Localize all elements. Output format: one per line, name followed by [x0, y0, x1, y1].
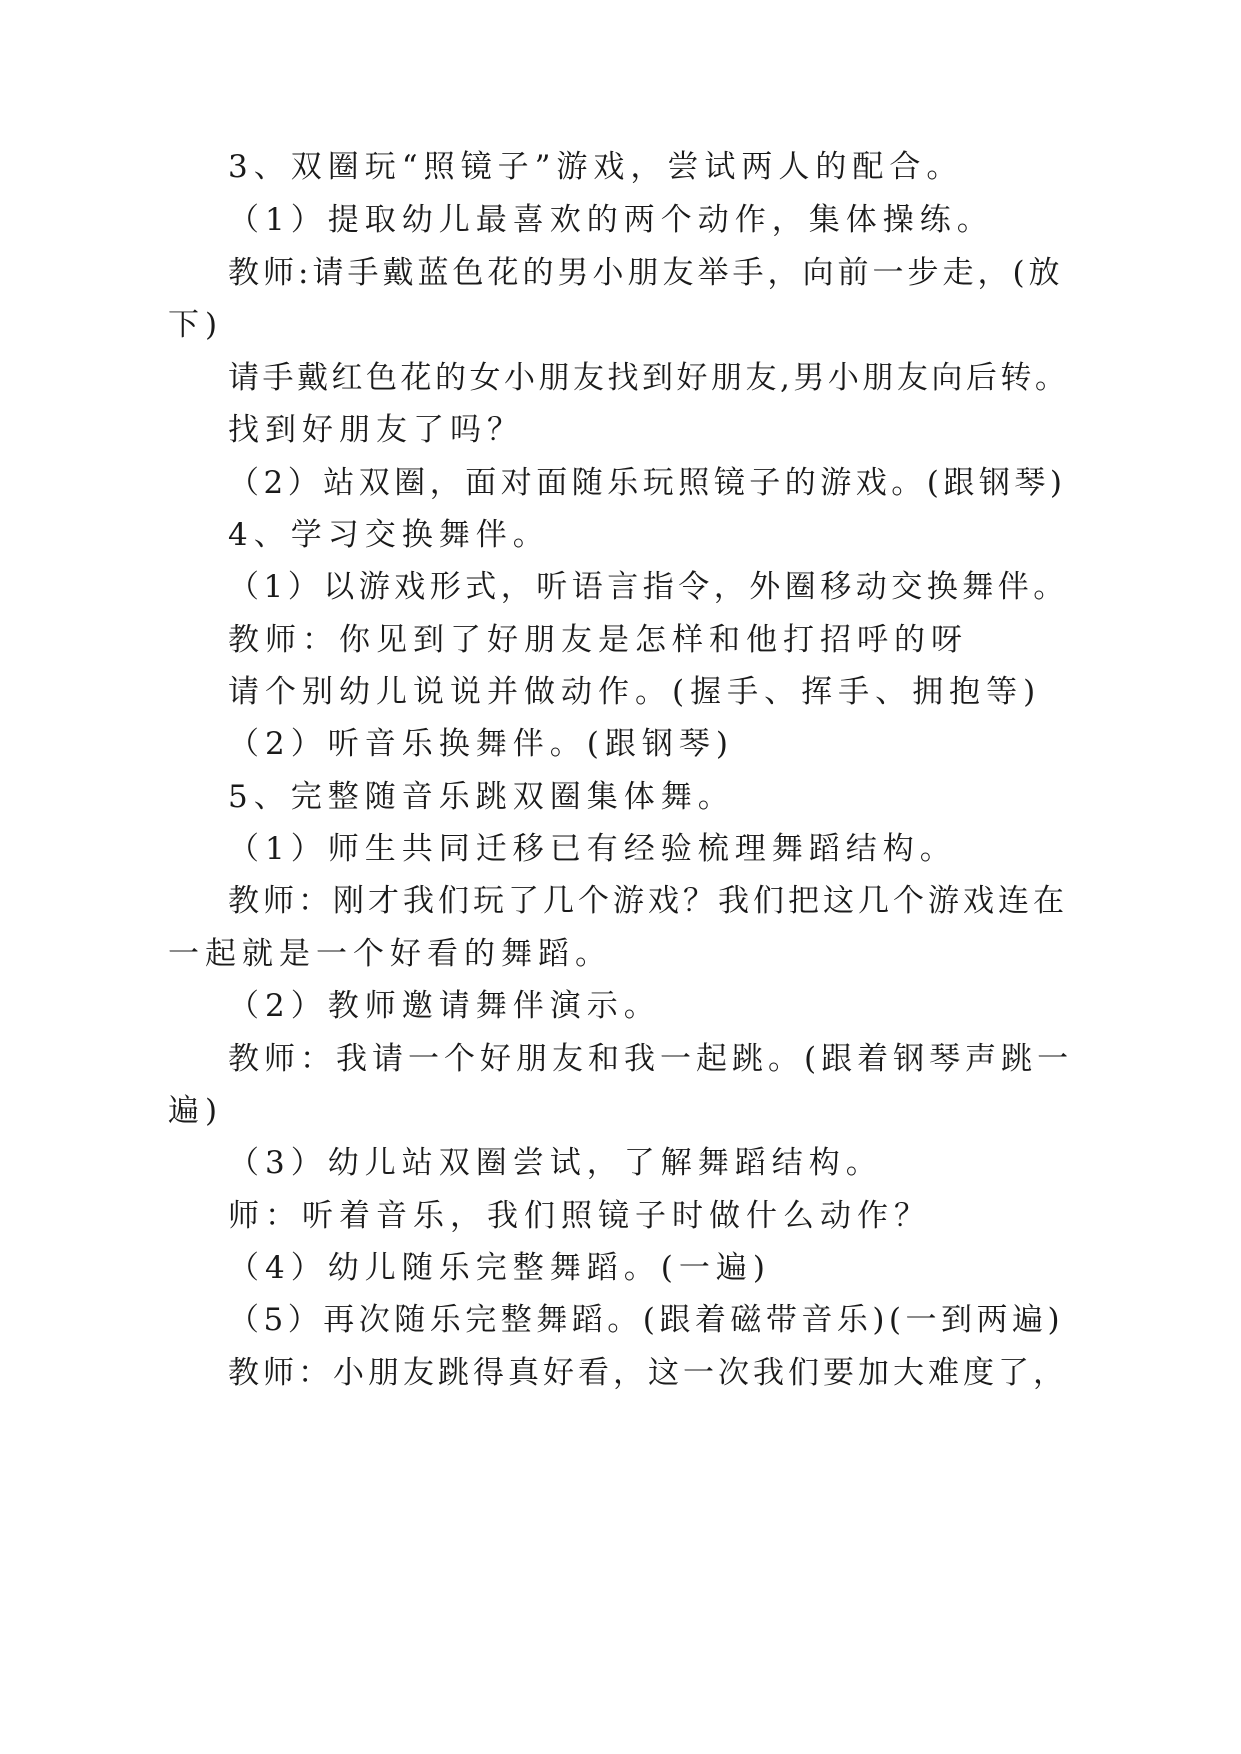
- paragraph-line: （5）再次随乐完整舞蹈。(跟着磁带音乐)(一到两遍): [228, 1302, 1065, 1338]
- paragraph-line: （1）提取幼儿最喜欢的两个动作，集体操练。: [228, 202, 994, 238]
- paragraph-line: 请手戴红色花的女小朋友找到好朋友,男小朋友向后转。: [228, 360, 1070, 396]
- paragraph-line: （3）幼儿站双圈尝试，了解舞蹈结构。: [228, 1145, 883, 1181]
- paragraph-line: 教师：小朋友跳得真好看，这一次我们要加大难度了，: [228, 1355, 1068, 1391]
- paragraph-line: 遍): [168, 1093, 224, 1129]
- paragraph-line: 师：听着音乐，我们照镜子时做什么动作？: [228, 1198, 931, 1234]
- paragraph-line: （2）站双圈，面对面随乐玩照镜子的游戏。(跟钢琴): [228, 465, 1067, 501]
- paragraph-line: 3、双圈玩“照镜子”游戏，尝试两人的配合。: [228, 149, 964, 185]
- paragraph-line: （1）以游戏形式，听语言指令，外圈移动交换舞伴。: [228, 569, 1069, 605]
- paragraph-line: 4、学习交换舞伴。: [228, 517, 550, 553]
- paragraph-line: 教师：刚才我们玩了几个游戏？我们把这几个游戏连在: [228, 883, 1068, 919]
- paragraph-line: 请个别幼儿说说并做动作。(握手、挥手、拥抱等): [228, 674, 1042, 710]
- paragraph-line: 一起就是一个好看的舞蹈。: [168, 936, 612, 972]
- paragraph-line: 下): [168, 307, 224, 343]
- paragraph-line: 教师：你见到了好朋友是怎样和他打招呼的呀: [228, 622, 968, 658]
- paragraph-line: （1）师生共同迁移已有经验梳理舞蹈结构。: [228, 831, 957, 867]
- paragraph-line: 5、完整随音乐跳双圈集体舞。: [228, 779, 735, 815]
- paragraph-line: 教师：我请一个好朋友和我一起跳。(跟着钢琴声跳一: [228, 1041, 1074, 1077]
- paragraph-line: 教师:请手戴蓝色花的男小朋友举手，向前一步走，(放: [228, 255, 1064, 291]
- paragraph-line: （2）教师邀请舞伴演示。: [228, 988, 661, 1024]
- paragraph-line: 找到好朋友了吗？: [228, 412, 524, 448]
- paragraph-line: （2）听音乐换舞伴。(跟钢琴): [228, 726, 734, 762]
- paragraph-line: （4）幼儿随乐完整舞蹈。(一遍): [228, 1250, 771, 1286]
